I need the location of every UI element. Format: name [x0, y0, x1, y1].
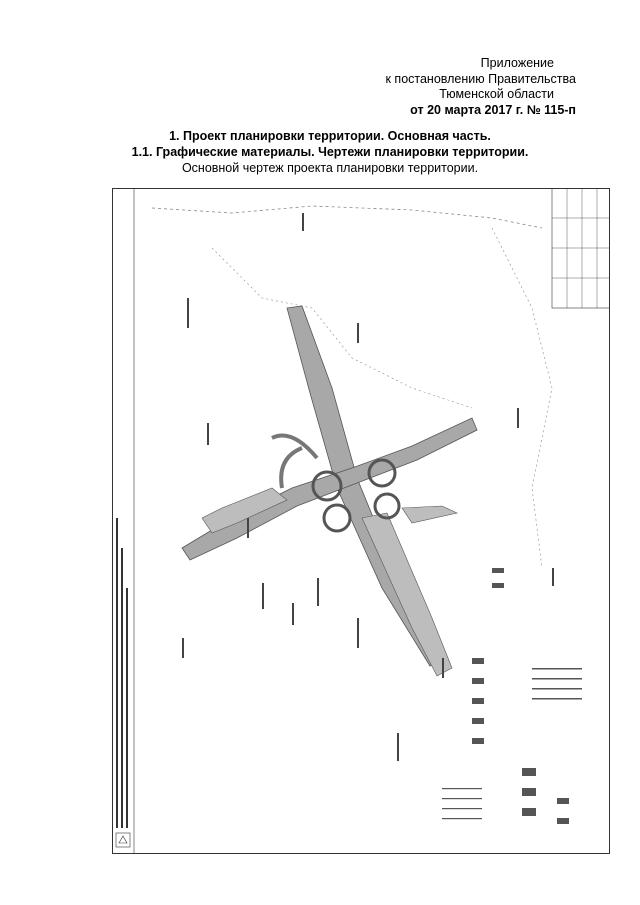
drawing-title: Основной чертеж проекта планировки территории. [181, 161, 479, 175]
vertical-title-strip [116, 518, 128, 828]
zone-labels [182, 213, 554, 761]
appendix-label: Приложение [480, 56, 554, 70]
part-title: 1. Проект планировки территории. Основная часть. [169, 129, 491, 143]
title-block-top-right [552, 188, 610, 308]
appendix-date-number: от 20 марта 2017 г. № 115-п [410, 102, 576, 117]
section-title: 1.1. Графические материалы. Чертежи планировки территории. [131, 145, 529, 159]
appendix-block [276, 56, 576, 118]
interchange-ramp-w [281, 448, 302, 488]
boundary-line-inner [212, 248, 472, 408]
boundary-line-top [152, 206, 542, 228]
planning-drawing [112, 188, 610, 854]
stamp-icon [116, 833, 130, 847]
legend-block [442, 568, 582, 824]
appendix-region: Тюменской области [439, 87, 554, 101]
appendix-resolution: к постановлению Правительства [385, 71, 576, 86]
interchange-loop-3 [324, 505, 350, 531]
document-titles [100, 128, 560, 176]
east-branch-road [402, 506, 457, 523]
interchange-ramp-nw [272, 436, 317, 459]
main-road-lower-section [362, 513, 452, 676]
boundary-line-right [492, 228, 552, 568]
planning-drawing-svg [112, 188, 610, 854]
